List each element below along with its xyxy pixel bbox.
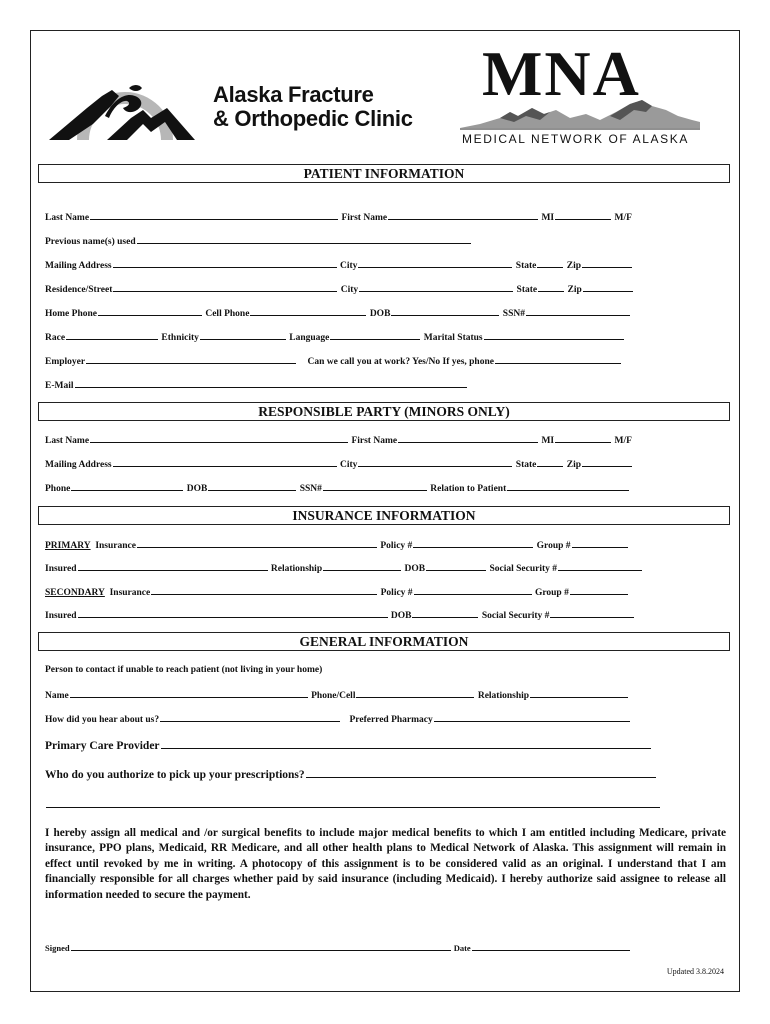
- signature-row: [45, 941, 631, 954]
- secondary-insured-row: [45, 608, 635, 622]
- email-label: E-Mail: [45, 381, 74, 391]
- home-phone-field[interactable]: [98, 306, 202, 316]
- pickup-field-continued[interactable]: [46, 796, 660, 808]
- state-field[interactable]: [537, 258, 563, 268]
- rp-city-label: City: [339, 460, 358, 470]
- mna-logo: [460, 38, 700, 152]
- primary-ssn-field[interactable]: [558, 561, 642, 571]
- secondary-label: SECONDARY: [45, 588, 105, 598]
- contact-intro: Person to contact if unable to reach patient (not living in your home): [45, 665, 323, 675]
- assignment-paragraph: I hereby assign all medical and /or surgical benefits to include major medical benefits to which I am entitled including Medicare, private insurance, PPO plans, Medicaid, RR Medicare, and all other health plans to Medical Network of Alaska. This assignment will remain in effect until revoked by me in writing. A photocopy of this assignment is to be considered valid as an original. I understand that I am financially responsible for all charges whether paid by said insurance (including Medicaid). I hereby authorize said assignee to release all information needed to secure the payment.: [45, 827, 726, 901]
- rp-dob-field[interactable]: [208, 481, 296, 491]
- secondary-policy-field[interactable]: [414, 585, 532, 595]
- contact-row: [45, 688, 629, 702]
- alaska-fracture-logo-icon: [47, 48, 197, 143]
- mailing-address-row: [45, 258, 633, 272]
- ssn-field[interactable]: [526, 306, 630, 316]
- rp-dob-label: DOB: [186, 484, 208, 494]
- rp-phone-label: Phone: [45, 484, 71, 494]
- rp-mf-label: M/F: [614, 436, 632, 446]
- employer-row: [45, 354, 622, 368]
- section-patient-information: PATIENT INFORMATION: [38, 164, 730, 183]
- ethnicity-field[interactable]: [200, 330, 286, 340]
- cell-phone-field[interactable]: [250, 306, 366, 316]
- pharmacy-field[interactable]: [434, 712, 630, 722]
- primary-relationship-field[interactable]: [323, 561, 401, 571]
- marital-status-label: Marital Status: [423, 333, 483, 343]
- residence-field[interactable]: [113, 282, 337, 292]
- secondary-insured-label: Insured: [45, 611, 77, 621]
- secondary-insured-field[interactable]: [78, 608, 388, 618]
- pharmacy-label: Preferred Pharmacy: [349, 715, 433, 725]
- primary-label: PRIMARY: [45, 541, 91, 551]
- race-label: Race: [45, 333, 66, 343]
- section-insurance-information: INSURANCE INFORMATION: [38, 506, 730, 525]
- mf-label: M/F: [614, 213, 632, 223]
- contact-relationship-field[interactable]: [530, 688, 628, 698]
- pcp-row: [45, 737, 652, 753]
- patient-name-row: [45, 210, 632, 224]
- updated-note: Updated 3.8.2024: [666, 967, 724, 976]
- pickup-continuation-row: [45, 796, 661, 812]
- ssn-label: SSN#: [502, 309, 525, 319]
- employer-field[interactable]: [86, 354, 296, 364]
- primary-insurance-label: Insurance: [95, 541, 136, 551]
- language-field[interactable]: [330, 330, 420, 340]
- pickup-label: Who do you authorize to pick up your prescriptions?: [45, 769, 305, 781]
- secondary-ssn-label: Social Security #: [481, 611, 550, 621]
- rp-mailing-address-field[interactable]: [113, 457, 337, 467]
- residence-state-label: State: [516, 285, 538, 295]
- rp-ssn-field[interactable]: [323, 481, 427, 491]
- primary-relationship-label: Relationship: [270, 564, 323, 574]
- dob-label: DOB: [369, 309, 391, 319]
- rp-mi-label: MI: [541, 436, 555, 446]
- city-field[interactable]: [358, 258, 512, 268]
- rp-last-name-label: Last Name: [45, 436, 90, 446]
- primary-dob-field[interactable]: [426, 561, 486, 571]
- rp-state-field[interactable]: [537, 457, 563, 467]
- pickup-field[interactable]: [306, 766, 656, 778]
- mountain-range-icon: [460, 98, 700, 132]
- phone-row: [45, 306, 631, 320]
- secondary-insurance-label: Insurance: [109, 588, 151, 598]
- primary-group-label: Group #: [536, 541, 571, 551]
- rp-name-row: [45, 433, 632, 447]
- section-general-information: GENERAL INFORMATION: [38, 632, 730, 651]
- primary-group-field[interactable]: [572, 538, 628, 548]
- referral-row: [45, 712, 631, 726]
- last-name-label: Last Name: [45, 213, 90, 223]
- mna-subtitle: MEDICAL NETWORK OF ALASKA: [462, 132, 689, 146]
- secondary-dob-field[interactable]: [412, 608, 478, 618]
- rp-address-row: [45, 457, 633, 471]
- contact-phone-label: Phone/Cell: [311, 691, 356, 701]
- rp-relation-field[interactable]: [507, 481, 629, 491]
- rp-city-field[interactable]: [358, 457, 512, 467]
- residence-city-label: City: [340, 285, 359, 295]
- contact-name-label: Name: [45, 691, 69, 701]
- previous-names-field[interactable]: [137, 234, 471, 244]
- how-hear-field[interactable]: [160, 712, 340, 722]
- signed-label: Signed: [45, 943, 70, 953]
- secondary-insurance-row: [45, 585, 629, 599]
- primary-insurance-row: [45, 538, 629, 552]
- primary-policy-label: Policy #: [380, 541, 413, 551]
- primary-policy-field[interactable]: [413, 538, 533, 548]
- rp-zip-label: Zip: [566, 460, 581, 470]
- secondary-policy-label: Policy #: [380, 588, 413, 598]
- rp-phone-field[interactable]: [71, 481, 183, 491]
- state-label: State: [515, 261, 537, 271]
- rp-mailing-address-label: Mailing Address: [45, 460, 112, 470]
- first-name-field[interactable]: [388, 210, 538, 220]
- residence-row: [45, 282, 634, 296]
- residence-zip-label: Zip: [567, 285, 582, 295]
- pcp-field[interactable]: [161, 737, 651, 749]
- rp-ssn-label: SSN#: [299, 484, 322, 494]
- first-name-label: First Name: [341, 213, 388, 223]
- home-phone-label: Home Phone: [45, 309, 97, 319]
- cell-phone-label: Cell Phone: [205, 309, 250, 319]
- secondary-dob-label: DOB: [390, 611, 412, 621]
- rp-state-label: State: [515, 460, 537, 470]
- rp-relation-label: Relation to Patient: [430, 484, 507, 494]
- employer-label: Employer: [45, 357, 86, 367]
- mailing-address-field[interactable]: [113, 258, 337, 268]
- primary-insured-row: [45, 561, 643, 575]
- primary-ssn-label: Social Security #: [489, 564, 558, 574]
- date-field[interactable]: [472, 941, 630, 951]
- primary-insured-field[interactable]: [78, 561, 268, 571]
- zip-label: Zip: [566, 261, 581, 271]
- previous-names-label: Previous name(s) used: [45, 237, 136, 247]
- language-label: Language: [289, 333, 330, 343]
- residence-zip-field[interactable]: [583, 282, 633, 292]
- ethnicity-label: Ethnicity: [161, 333, 199, 343]
- dob-field[interactable]: [391, 306, 499, 316]
- primary-dob-label: DOB: [404, 564, 426, 574]
- race-field[interactable]: [66, 330, 158, 340]
- email-field[interactable]: [75, 378, 467, 388]
- section-responsible-party: RESPONSIBLE PARTY (MINORS ONLY): [38, 402, 730, 421]
- rp-first-name-label: First Name: [351, 436, 398, 446]
- signature-field[interactable]: [71, 941, 451, 951]
- mi-label: MI: [541, 213, 555, 223]
- last-name-field[interactable]: [90, 210, 338, 220]
- how-hear-label: How did you hear about us?: [45, 715, 160, 725]
- pickup-row: [45, 766, 657, 782]
- mi-field[interactable]: [555, 210, 611, 220]
- demographics-row: [45, 330, 625, 344]
- zip-field[interactable]: [582, 258, 632, 268]
- date-label: Date: [453, 943, 471, 953]
- clinic-name-line1: Alaska Fracture: [213, 82, 374, 107]
- rp-mi-field[interactable]: [555, 433, 611, 443]
- email-row: [45, 378, 468, 392]
- contact-relationship-label: Relationship: [477, 691, 530, 701]
- secondary-group-label: Group #: [534, 588, 569, 598]
- mna-title: MNA: [482, 38, 641, 109]
- previous-names-row: [45, 234, 472, 248]
- primary-insurance-field[interactable]: [137, 538, 377, 548]
- residence-city-field[interactable]: [359, 282, 513, 292]
- call-at-work-label: Can we call you at work? Yes/No If yes, phone: [307, 357, 494, 367]
- contact-phone-field[interactable]: [356, 688, 474, 698]
- rp-zip-field[interactable]: [582, 457, 632, 467]
- contact-name-field[interactable]: [70, 688, 308, 698]
- residence-label: Residence/Street: [45, 285, 113, 295]
- clinic-name: [213, 83, 413, 131]
- marital-status-field[interactable]: [484, 330, 624, 340]
- city-label: City: [339, 261, 358, 271]
- secondary-group-field[interactable]: [570, 585, 628, 595]
- mailing-address-label: Mailing Address: [45, 261, 112, 271]
- rp-last-name-field[interactable]: [90, 433, 348, 443]
- secondary-ssn-field[interactable]: [550, 608, 634, 618]
- residence-state-field[interactable]: [538, 282, 564, 292]
- primary-insured-label: Insured: [45, 564, 77, 574]
- rp-phone-row: [45, 481, 630, 495]
- pcp-label: Primary Care Provider: [45, 740, 160, 752]
- secondary-insurance-field[interactable]: [151, 585, 377, 595]
- clinic-name-line2: & Orthopedic Clinic: [213, 106, 413, 131]
- rp-first-name-field[interactable]: [398, 433, 538, 443]
- work-phone-field[interactable]: [495, 354, 621, 364]
